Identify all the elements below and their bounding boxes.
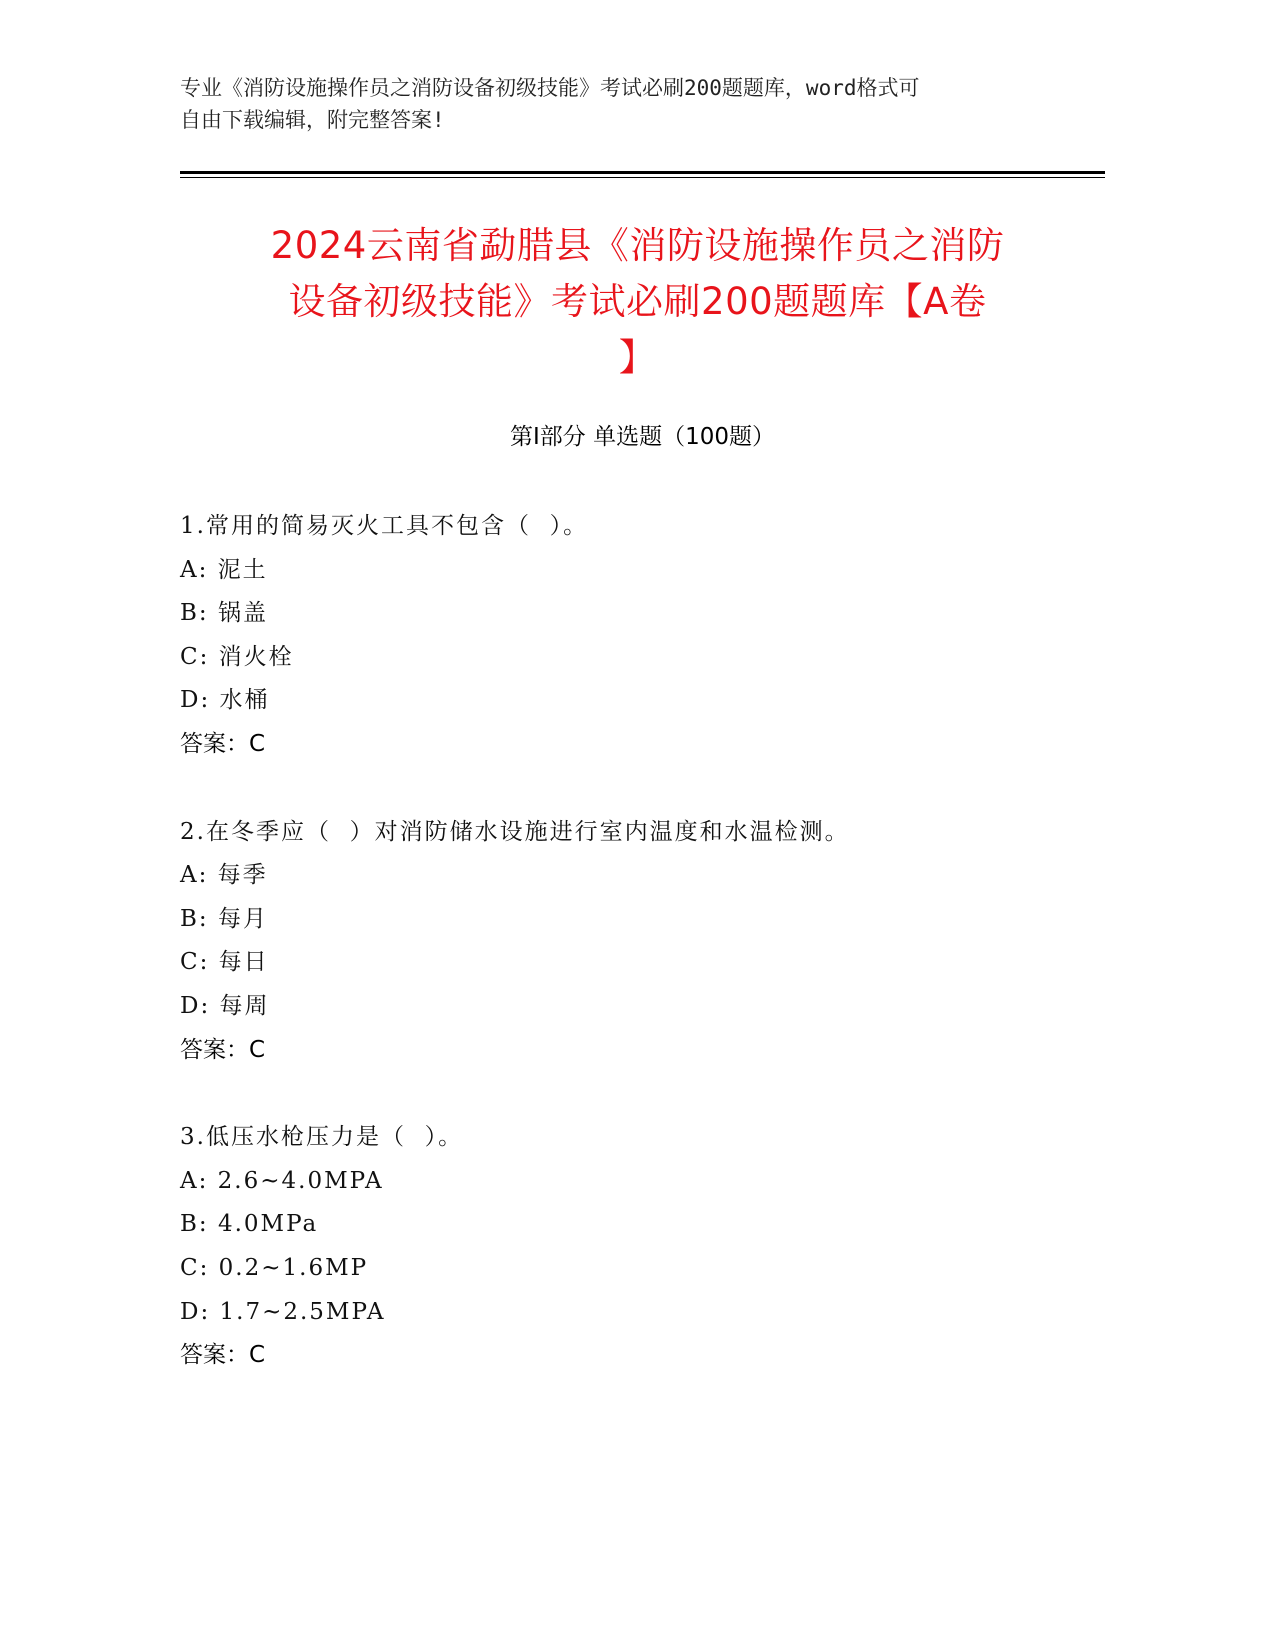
option-d: D: 水桶 <box>180 687 270 714</box>
option-b: B: 每月 <box>180 905 268 932</box>
header-note-line-1: 专业《消防设施操作员之消防设备初级技能》考试必刷200题题库，word格式可 <box>180 76 920 100</box>
question-stem: 2.在冬季应（ ）对消防储水设施进行室内温度和水温检测。 <box>180 818 850 845</box>
header-divider-thick <box>180 171 1105 174</box>
section-heading: 第I部分 单选题（100题） <box>510 424 775 450</box>
option-b: B: 4.0MPa <box>180 1211 319 1238</box>
question-1 <box>180 505 1105 767</box>
option-a: A: 2.6~4.0MPA <box>180 1167 384 1194</box>
option-c: C: 每日 <box>180 949 269 976</box>
document-title <box>150 218 1125 386</box>
question-2 <box>180 811 1105 1073</box>
question-stem: 1.常用的简易灭火工具不包含（ ）。 <box>180 513 589 539</box>
option-c: C: 0.2~1.6MP <box>180 1254 369 1281</box>
header-note-line-2: 自由下载编辑，附完整答案! <box>180 108 445 132</box>
question-stem: 3.低压水枪压力是（ ）。 <box>180 1124 464 1151</box>
option-a: A: 每季 <box>180 862 268 889</box>
answer-line: 答案：C <box>180 730 266 757</box>
option-d: D: 每周 <box>180 992 270 1019</box>
option-d: D: 1.7~2.5MPA <box>180 1298 386 1325</box>
document-title-line-3: 】 <box>618 336 657 379</box>
answer-line: 答案：C <box>180 1342 266 1369</box>
answer-line: 答案：C <box>180 1036 266 1063</box>
option-c: C: 消火栓 <box>180 643 294 670</box>
question-list <box>180 505 1105 1422</box>
header-divider-thin <box>180 177 1105 178</box>
question-3 <box>180 1116 1105 1378</box>
document-title-line-1: 2024云南省勐腊县《消防设施操作员之消防 <box>270 224 1005 267</box>
option-b: B: 锅盖 <box>180 600 268 627</box>
document-title-line-2: 设备初级技能》考试必刷200题题库【A卷 <box>288 280 987 323</box>
header-note <box>180 72 1050 136</box>
option-a: A: 泥土 <box>180 556 268 583</box>
